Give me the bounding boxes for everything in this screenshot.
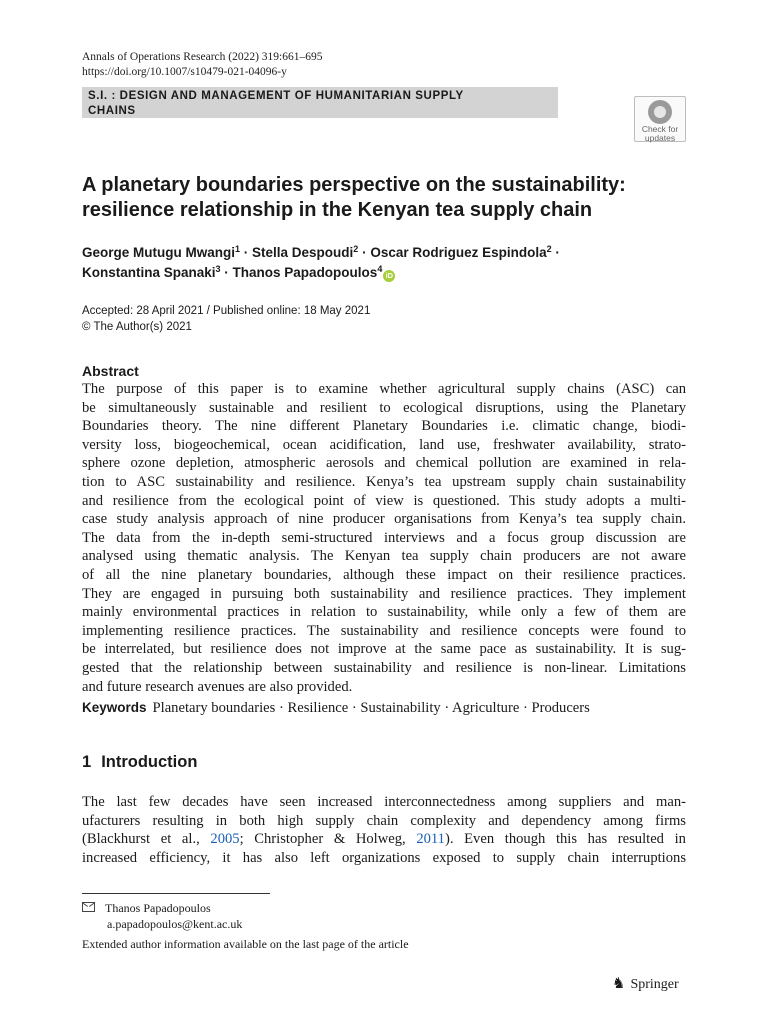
- keywords-list: Planetary boundaries · Resilience · Sustainability · Agriculture · Producers: [152, 700, 590, 716]
- author-separator: ·: [220, 265, 233, 280]
- extended-author-note: Extended author information available on the last page of the article: [82, 937, 409, 951]
- keywords: [82, 700, 590, 717]
- corresponding-author-email[interactable]: a.papadopoulos@kent.ac.uk: [107, 917, 243, 931]
- abstract-heading: Abstract: [82, 363, 139, 379]
- corresponding-author: [82, 900, 242, 932]
- journal-citation: Annals of Operations Research (2022) 319:661–695: [82, 51, 323, 63]
- citation-link[interactable]: 2011: [416, 831, 445, 848]
- abstract-line: sphere ozone depletion, atmospheric aerosols and chemical pollution are examined in rela-: [82, 455, 686, 472]
- doi-link[interactable]: https://doi.org/10.1007/s10479-021-04096-y: [82, 66, 287, 78]
- author-name: Stella Despoudi: [252, 245, 354, 260]
- abstract-line: versity loss, biogeochemical, ocean acidification, land use, freshwater availability, strato-: [82, 436, 686, 453]
- author-separator: ·: [551, 245, 560, 260]
- affiliation-mark: 3: [215, 264, 221, 274]
- abstract-line: gested that the relationship between sustainability and resilience is non-linear. Limitations: [82, 659, 686, 676]
- body-line-with-citations: [82, 830, 686, 849]
- envelope-icon: [82, 902, 95, 912]
- abstract-line: case study analysis approach of nine producer organisations from Kenya’s tea supply chain.: [82, 511, 686, 528]
- special-issue-label-line2: CHAINS: [88, 105, 136, 117]
- title-line-1: A planetary boundaries perspective on the sustainability:: [82, 174, 626, 196]
- author-separator: ·: [358, 245, 371, 260]
- paper-title: [82, 173, 642, 223]
- abstract-line: mainly environmental practices in relation to sustainability, while only a few of them are: [82, 604, 686, 621]
- author-line-2: [82, 263, 682, 283]
- introduction-body: [82, 793, 686, 867]
- author-line-1: [82, 243, 682, 263]
- keywords-label: Keywords: [82, 700, 147, 715]
- body-line: The last few decades have seen increased interconnectedness among suppliers and man-: [82, 794, 686, 810]
- affiliation-mark: 1: [235, 244, 241, 254]
- abstract-line: The purpose of this paper is to examine whether agricultural supply chains (ASC) can: [82, 381, 686, 397]
- abstract-line: The data from the in-depth semi-structured interviews and a focus group discussion are: [82, 529, 686, 546]
- journal-info: [82, 50, 323, 80]
- abstract-line: tion to ASC sustainability and resilience. Kenya’s tea upstream supply chain sustainability: [82, 473, 686, 490]
- accepted-published-line: Accepted: 28 April 2021 / Published online: 18 May 2021: [82, 305, 371, 317]
- check-updates-text-1: Check for: [641, 124, 679, 134]
- special-issue-banner: [82, 87, 558, 118]
- orcid-icon[interactable]: iD: [383, 270, 395, 282]
- citation-text: ; Christopher & Holweg,: [239, 831, 417, 848]
- citation-text: ). Even though this has resulted in: [444, 831, 686, 848]
- title-line-2: resilience relationship in the Kenyan tea supply chain: [82, 199, 593, 221]
- abstract-line: be interrelated, but resilience does not improve at the same pace as sustainability. It is sug-: [82, 641, 686, 658]
- check-updates-icon: [648, 100, 672, 124]
- springer-horse-icon: ♞: [612, 976, 626, 992]
- section-heading-introduction: [82, 753, 197, 772]
- abstract-line: Boundaries theory. The nine different Planetary Boundaries i.e. climatic change, biodi-: [82, 418, 686, 435]
- check-updates-text-2: updates: [644, 132, 676, 143]
- abstract-line: be simultaneously sustainable and resilient to ecological disruptions, using the Planetary: [82, 399, 686, 416]
- abstract-line: They are engaged in pursuing both sustainability and resilience practices. They implement: [82, 585, 686, 602]
- copyright-line: © The Author(s) 2021: [82, 321, 192, 333]
- affiliation-mark: 2: [546, 244, 552, 254]
- abstract-line: implementing resilience practices. The sustainability and resilience concepts were found to: [82, 622, 686, 639]
- special-issue-label-line1: S.I. : DESIGN AND MANAGEMENT OF HUMANITARIAN SUPPLY: [88, 90, 464, 102]
- abstract-body: [82, 380, 686, 696]
- abstract-line: and future research avenues are also provided.: [82, 678, 353, 695]
- publisher-name: Springer: [630, 977, 679, 992]
- body-line: ufacturers resulting in both high supply chain complexity and dependency among firms: [82, 812, 686, 829]
- author-name: Oscar Rodriguez Espindola: [370, 245, 547, 260]
- affiliation-mark: 2: [353, 244, 359, 254]
- abstract-line: of all the nine planetary boundaries, although these impact on their resilience practices.: [82, 566, 686, 583]
- publication-dates: [82, 303, 370, 335]
- citation-text: (Blackhurst et al.,: [82, 831, 211, 848]
- check-for-updates-badge[interactable]: [634, 96, 686, 142]
- publisher-logo: [612, 974, 679, 993]
- abstract-line: analysed using thematic analysis. The Kenyan tea supply chain producers are not aware: [82, 548, 686, 565]
- section-number: 1: [82, 753, 92, 771]
- section-title: Introduction: [101, 753, 198, 771]
- author-separator: ·: [240, 245, 253, 260]
- abstract-line: and resilience from the ecological point of view is questioned. This study adopts a multi-: [82, 492, 686, 509]
- affiliation-mark: 4: [377, 264, 383, 274]
- author-name: Konstantina Spanaki: [82, 265, 216, 280]
- body-line: increased efficiency, it has also left organizations exposed to supply chain interruptions: [82, 849, 686, 866]
- corresponding-author-name: Thanos Papadopoulos: [105, 901, 211, 915]
- citation-link[interactable]: 2005: [210, 831, 240, 848]
- author-name: Thanos Papadopoulos: [232, 265, 378, 280]
- footnote-rule: [82, 893, 270, 894]
- author-name: George Mutugu Mwangi: [82, 245, 235, 260]
- author-list: [82, 243, 682, 283]
